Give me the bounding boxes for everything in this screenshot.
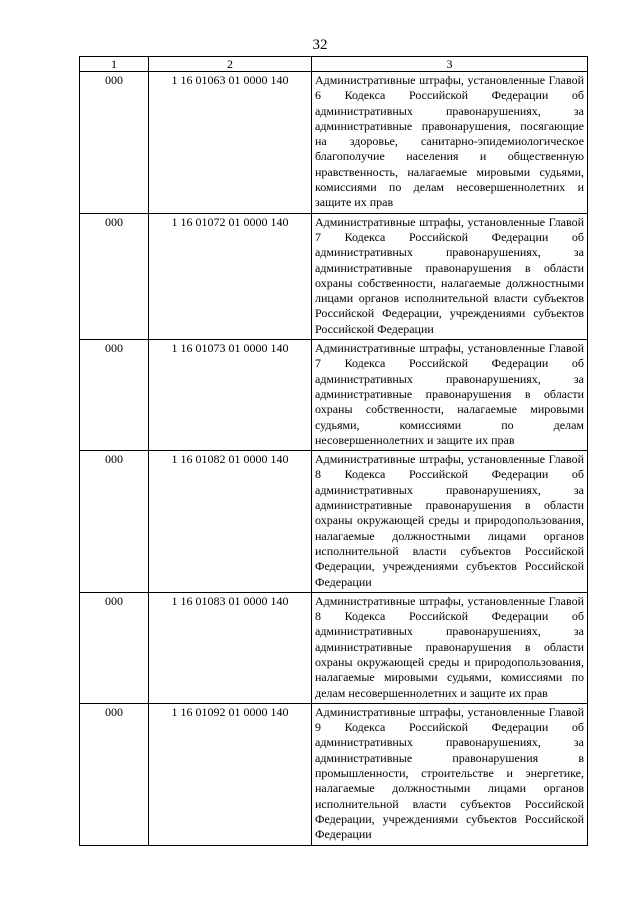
table-row — [80, 340, 588, 451]
table-row — [80, 703, 588, 845]
income-description-cell: Административные штрафы, установленные Главой 9 Кодекса Российской Федерации об административных правонарушениях, за административные правонарушения в промышленности, строительстве и энергетике, налагаемые должностными лицами органов исполнительной власти субъектов Российской Федерации, учреждениями субъектов Российской Федерации — [312, 703, 588, 845]
income-description-cell: Административные штрафы, установленные Главой 6 Кодекса Российской Федерации об административных правонарушениях, за административные правонарушения, посягающие на здоровье, санитарно-эпидемиологическое благополучие населения и общественную нравственность, налагаемые мировыми судьями, комиссиями по делам несовершеннолетних и защите их прав — [312, 72, 588, 214]
administrator-code-cell: 000 — [80, 703, 149, 845]
budget-classification-code-cell: 1 16 01073 01 0000 140 — [149, 340, 312, 451]
budget-classification-code-cell: 1 16 01092 01 0000 140 — [149, 703, 312, 845]
administrator-code-cell: 000 — [80, 451, 149, 593]
column-header-2: 2 — [149, 57, 312, 72]
budget-classification-code-cell: 1 16 01083 01 0000 140 — [149, 592, 312, 703]
administrator-code-cell: 000 — [80, 72, 149, 214]
table-row — [80, 72, 588, 214]
income-description-cell: Административные штрафы, установленные Главой 8 Кодекса Российской Федерации об административных правонарушениях, за административные правонарушения в области охраны окружающей среды и природопользования, налагаемые мировыми судьями, комиссиями по делам несовершеннолетних и защите их прав — [312, 592, 588, 703]
column-header-3: 3 — [312, 57, 588, 72]
administrator-code-cell: 000 — [80, 592, 149, 703]
budget-classification-code-cell: 1 16 01072 01 0000 140 — [149, 213, 312, 339]
budget-classification-code-cell: 1 16 01063 01 0000 140 — [149, 72, 312, 214]
budget-classification-code-cell: 1 16 01082 01 0000 140 — [149, 451, 312, 593]
table-header-row — [80, 57, 588, 72]
budget-codes-table — [79, 56, 588, 846]
income-description-cell: Административные штрафы, установленные Главой 7 Кодекса Российской Федерации об административных правонарушениях, за административные правонарушения в области охраны собственности, налагаемые мировыми судьями, комиссиями по делам несовершеннолетних и защите их прав — [312, 340, 588, 451]
table-row — [80, 213, 588, 339]
administrator-code-cell: 000 — [80, 213, 149, 339]
table-row — [80, 451, 588, 593]
page-number: 32 — [312, 37, 328, 53]
administrator-code-cell: 000 — [80, 340, 149, 451]
income-description-cell: Административные штрафы, установленные Главой 8 Кодекса Российской Федерации об административных правонарушениях, за административные правонарушения в области охраны окружающей среды и природопользования, налагаемые должностными лицами органов исполнительной власти субъектов Российской Федерации, учреждениями субъектов Российской Федерации — [312, 451, 588, 593]
column-header-1: 1 — [80, 57, 149, 72]
table-row — [80, 592, 588, 703]
income-description-cell: Административные штрафы, установленные Главой 7 Кодекса Российской Федерации об административных правонарушениях, за административные правонарушения в области охраны собственности, налагаемые должностными лицами органов исполнительной власти субъектов Российской Федерации, учреждениями субъектов Российской Федерации — [312, 213, 588, 339]
